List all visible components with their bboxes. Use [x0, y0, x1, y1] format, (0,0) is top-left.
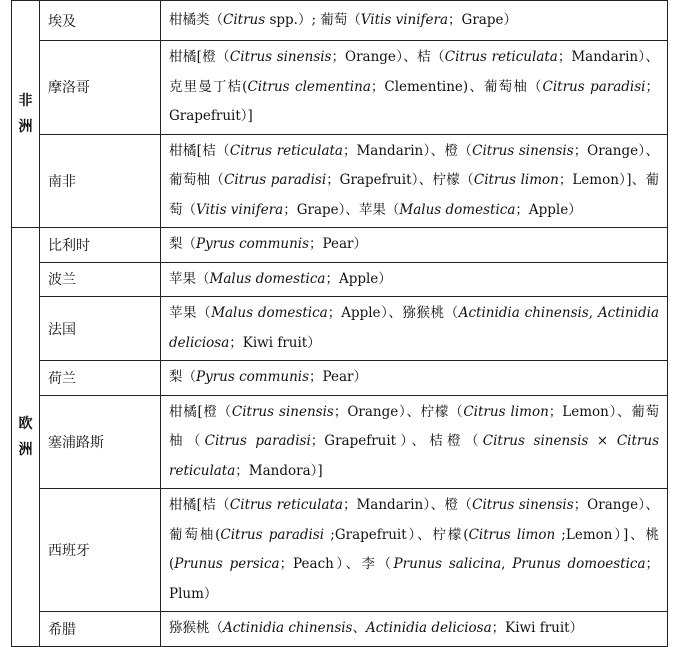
host-crops-cell [161, 41, 668, 135]
scientific-name: Citrus reticulata [444, 49, 558, 65]
region-label-char: 非 [18, 93, 33, 109]
host-crops-cell [161, 228, 668, 263]
scientific-name: Citrus reticulata [229, 497, 343, 513]
table-row [12, 612, 668, 647]
table-row [12, 489, 668, 612]
table-row [12, 297, 668, 361]
region-cell [12, 1, 40, 228]
crop-text: 苹果（ [169, 270, 210, 287]
scientific-name: Pyrus communis [196, 236, 310, 252]
scientific-name: Actinidia deliciosa [169, 305, 660, 351]
scientific-name: Malus domestica [399, 201, 516, 218]
host-crops-cell [161, 395, 668, 489]
table-row [12, 361, 668, 396]
country-cell: 波兰 [40, 262, 161, 297]
scientific-name: Malus domestica [209, 270, 326, 287]
scientific-name: Citrus reticulata [229, 142, 343, 159]
scientific-name: Vitis vinifera [196, 201, 284, 218]
crop-text: ；Mandarin）、橙（ [342, 142, 473, 159]
scientific-name: Citrus limon [463, 403, 549, 420]
scientific-name: Citrus limon [473, 172, 559, 188]
table-row [12, 395, 668, 489]
crop-text: ；Orange）、桔（ [331, 49, 445, 65]
scientific-name: Citrus [223, 11, 266, 28]
crop-text: ；Lemon）]、葡萄（ [169, 172, 659, 218]
scientific-name: Actinidia chinensis [458, 305, 589, 321]
scientific-name: Citrus sinensis × Citrus reticulata [169, 433, 659, 479]
table-row [12, 1, 668, 41]
country-cell: 西班牙 [40, 489, 161, 612]
quarantine-crops-table [11, 0, 668, 647]
host-crops-cell [161, 297, 668, 361]
crop-text: 柑橘[桔（ [169, 142, 230, 159]
crop-text: ；Grape）、苹果（ [283, 201, 400, 218]
host-crops-cell [161, 489, 668, 612]
crop-text: ;Lemon）]、桃( [169, 526, 659, 572]
scientific-name: Pyrus communis [196, 369, 310, 385]
crop-text: ；Grapefruit）] [169, 78, 659, 124]
crop-text: ；Kiwi fruit） [491, 620, 584, 637]
country-cell: 荷兰 [40, 361, 161, 396]
region-label-char: 洲 [18, 119, 33, 135]
crop-text: , [501, 556, 513, 572]
crop-text: , [588, 305, 598, 321]
host-crops-cell [161, 262, 668, 297]
crop-text: ；Mandarin）、橙（ [342, 497, 473, 513]
crop-text: ；Orange）、葡萄柚( [169, 497, 659, 543]
crop-text: ；Pear） [309, 236, 367, 252]
crop-text: 苹果（ [169, 305, 212, 321]
scientific-name: Actinidia deliciosa [366, 620, 492, 637]
crop-text: ；Apple） [325, 270, 392, 287]
region-cell [12, 228, 40, 647]
crop-text: 猕猴桃（ [169, 620, 223, 637]
scientific-name: Citrus sinensis [229, 49, 332, 65]
crop-text: ；Peach）、李（ [279, 556, 394, 572]
region-label-char: 洲 [18, 442, 33, 458]
scientific-name: Prunus domoestica [512, 556, 646, 572]
scientific-name: Citrus sinensis [231, 403, 334, 420]
crop-text: ；Orange）、葡萄柚（ [169, 142, 659, 188]
country-cell: 法国 [40, 297, 161, 361]
host-crops-cell [161, 612, 668, 647]
scientific-name: Citrus paradisi [224, 172, 327, 188]
crop-text: ；Lemon）、葡萄柚（ [169, 403, 659, 449]
crop-text: 柑橘[桔（ [169, 497, 230, 513]
country-cell: 塞浦路斯 [40, 395, 161, 489]
scientific-name: Vitis vinifera [360, 11, 449, 28]
country-cell: 南非 [40, 134, 161, 228]
crop-text: ；Apple）、猕猴桃（ [327, 305, 459, 321]
crop-text: ；Grapefruit）、柠檬（ [326, 172, 474, 188]
scientific-name: Citrus paradisi [204, 433, 311, 449]
host-crops-cell [161, 361, 668, 396]
crop-text: ；Pear） [309, 369, 367, 385]
table-row [12, 41, 668, 135]
country-cell: 希腊 [40, 612, 161, 647]
country-cell: 比利时 [40, 228, 161, 263]
scientific-name: Prunus salicina [393, 556, 502, 572]
host-crops-cell [161, 1, 668, 41]
table-row [12, 228, 668, 263]
scientific-name: Citrus limon [468, 526, 556, 543]
scientific-name: Prunus persica [174, 556, 280, 572]
crop-text: 柑橘[橙（ [169, 49, 230, 65]
country-cell: 埃及 [40, 1, 161, 41]
crop-text: 、 [352, 620, 366, 637]
crop-text: ；Clementine)、葡萄柚（ [370, 78, 543, 95]
table-row [12, 262, 668, 297]
scientific-name: Citrus sinensis [472, 497, 574, 513]
scientific-name: Citrus sinensis [472, 142, 574, 159]
scientific-name: Malus domestica [211, 305, 328, 321]
country-cell: 摩洛哥 [40, 41, 161, 135]
crop-text: ；Apple） [515, 201, 582, 218]
crop-text: ；Mandarin）、克里曼丁桔( [169, 49, 659, 95]
crop-text: ；Mandora）] [235, 462, 323, 479]
crop-text: ；Grape） [448, 11, 517, 28]
scientific-name: Citrus paradisi [220, 526, 325, 543]
scientific-name: Citrus paradisi [542, 78, 646, 95]
crop-text: ;Grapefruit）、柠檬( [324, 526, 469, 543]
crop-text: 梨（ [169, 236, 196, 252]
crop-text: ；Plum） [169, 556, 660, 602]
table-body [12, 1, 668, 647]
crop-text: 梨（ [169, 369, 196, 385]
scientific-name: Actinidia chinensis [223, 620, 353, 637]
crop-text: spp.）; 葡萄（ [265, 11, 361, 28]
crop-text: 柑橘[橙（ [169, 403, 232, 420]
crop-text: 柑橘类（ [169, 11, 223, 28]
crop-text: ；Kiwi fruit） [229, 334, 321, 351]
table-row [12, 134, 668, 228]
crop-text: ；Orange）、柠檬（ [333, 403, 464, 420]
crop-text: ；Grapefruit）、桔橙（ [310, 433, 483, 449]
region-label-char: 欧 [18, 416, 33, 432]
scientific-name: Citrus clementina [247, 78, 371, 95]
host-crops-cell [161, 134, 668, 228]
